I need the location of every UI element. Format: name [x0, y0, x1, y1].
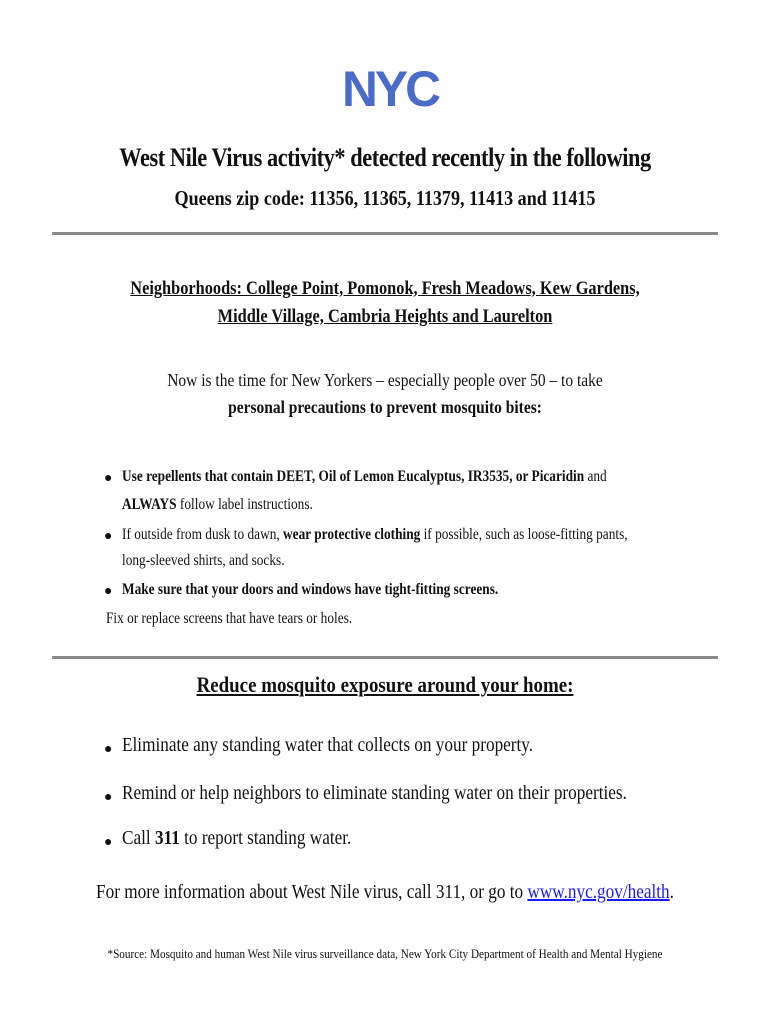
svg-text:NYC: NYC	[342, 64, 440, 110]
bullet-dot: ●	[104, 471, 113, 486]
precaution-item-2	[122, 526, 628, 544]
neighborhoods-line-2: Middle Village, Cambria Heights and Laurelton	[217, 306, 553, 327]
label-instructions-text: follow label instructions.	[176, 496, 313, 513]
home-heading: Reduce mosquito exposure around your home:	[196, 672, 574, 697]
home-item-1: Eliminate any standing water that collects on your property.	[122, 734, 534, 756]
bullet-dot: ●	[104, 584, 113, 599]
nyc-logo	[340, 64, 440, 110]
home-item-2: Remind or help neighbors to eliminate standing water on their properties.	[122, 782, 627, 804]
divider	[52, 232, 718, 235]
neighborhoods-line-1: Neighborhoods: College Point, Pomonok, Fresh Meadows, Kew Gardens,	[130, 278, 640, 299]
bullet-dot: ●	[104, 742, 113, 757]
source-note: *Source: Mosquito and human West Nile virus surveillance data, New York City Department of Health and Mental Hygiene	[107, 946, 663, 961]
precaution-item-3-line-2: Fix or replace screens that have tears or holes.	[106, 610, 353, 627]
repellent-text: Use repellents that contain DEET, Oil of Lemon Eucalyptus, IR3535, or Picaridin	[122, 468, 585, 485]
bullet-dot: ●	[104, 529, 113, 544]
precaution-item-2-line-2: long-sleeved shirts, and socks.	[122, 552, 285, 569]
bullet-dot: ●	[104, 790, 113, 805]
health-link[interactable]: www.nyc.gov/health	[527, 881, 670, 903]
home-item-3	[122, 827, 351, 850]
zip-codes: Queens zip code: 11356, 11365, 11379, 11413 and 11415	[174, 186, 596, 210]
always-text: ALWAYS	[122, 496, 177, 513]
phone-311: 311	[154, 827, 180, 849]
precaution-item-1	[122, 468, 607, 486]
more-info-text: For more information about West Nile virus, call 311, or go to	[96, 881, 528, 903]
home-item-3-end: to report standing water.	[179, 827, 352, 849]
precaution-item-1-rest: and	[584, 468, 607, 485]
protective-clothing-text: wear protective clothing	[283, 526, 421, 543]
bullet-dot: ●	[104, 835, 113, 850]
page-title: West Nile Virus activity* detected recently in the following	[119, 143, 651, 172]
precaution-item-2-start: If outside from dusk to dawn,	[122, 526, 284, 543]
precautions-intro-bold: personal precautions to prevent mosquito bites:	[228, 397, 542, 417]
precaution-item-2-end: if possible, such as loose-fitting pants,	[420, 526, 628, 543]
precautions-intro: Now is the time for New Yorkers – especially people over 50 – to take	[167, 370, 603, 390]
home-item-3-start: Call	[122, 827, 155, 849]
more-info-end: .	[669, 881, 674, 903]
divider	[52, 656, 718, 659]
more-info	[54, 881, 716, 904]
screens-text: Make sure that your doors and windows have tight-fitting screens.	[122, 581, 499, 598]
precaution-item-3	[122, 581, 498, 599]
precaution-item-1-line-2	[122, 496, 313, 514]
